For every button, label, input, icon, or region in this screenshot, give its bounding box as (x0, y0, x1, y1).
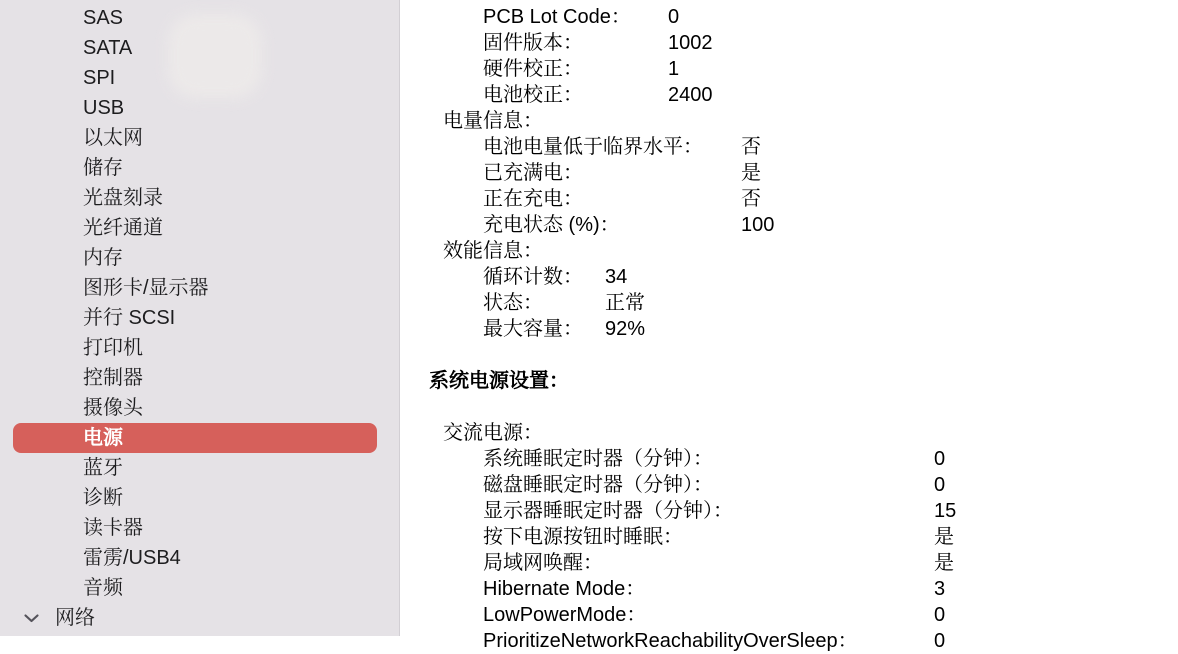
chevron-down-icon[interactable] (24, 614, 39, 623)
report-row (400, 160, 1178, 186)
sidebar-category-list (0, 0, 398, 633)
sidebar-item-disc-burning[interactable] (0, 183, 398, 213)
sidebar-item-label: SAS (83, 7, 124, 29)
report-row (400, 550, 1178, 576)
sidebar-item-label: SPI (83, 67, 116, 89)
report-label: 硬件校正： (483, 58, 583, 80)
report-row (400, 238, 1178, 264)
sidebar-item-label: 网络 (55, 607, 95, 629)
report-row (400, 524, 1178, 550)
blank-line (400, 342, 1178, 368)
sidebar-item-sata[interactable] (0, 33, 398, 63)
report-row (400, 108, 1178, 134)
sidebar-item-label: SATA (83, 37, 133, 59)
report-row (400, 472, 1178, 498)
report-label: 显示器睡眠定时器（分钟）： (483, 500, 733, 522)
report-label: 正在充电： (483, 188, 583, 210)
sidebar-item-camera[interactable] (0, 393, 398, 423)
report-row (400, 264, 1178, 290)
report-label: 磁盘睡眠定时器（分钟）： (483, 474, 713, 496)
report-label: 电池电量低于临界水平： (483, 136, 703, 158)
report-row (400, 420, 1178, 446)
report-label: 效能信息： (443, 240, 543, 262)
report-value: 100 (741, 214, 775, 236)
sidebar-item-diagnostics[interactable] (0, 483, 398, 513)
sidebar-item-thunderbolt-usb4[interactable] (0, 543, 398, 573)
sidebar-item-ethernet[interactable] (0, 123, 398, 153)
report-label: 最大容量： (483, 318, 583, 340)
report-row (400, 30, 1178, 56)
report-row (400, 134, 1178, 160)
report-label: 循环计数： (483, 266, 583, 288)
report-label: 固件版本： (483, 32, 583, 54)
report-label: 局域网唤醒： (483, 552, 603, 574)
report-value: 2400 (668, 84, 713, 106)
report-label: 电池校正： (483, 84, 583, 106)
report-label: 已充满电： (483, 162, 583, 184)
sidebar-item-label: 蓝牙 (83, 457, 123, 479)
report-row (400, 628, 1178, 654)
report-value: 正常 (605, 292, 645, 314)
report-value: 否 (741, 136, 761, 158)
sidebar-item-storage[interactable] (0, 153, 398, 183)
sidebar-item-label: 以太网 (83, 127, 143, 149)
report-value: 是 (934, 526, 954, 548)
report-label: Hibernate Mode： (483, 578, 646, 600)
report-value: 15 (934, 500, 957, 522)
sidebar-item-label: 内存 (83, 247, 123, 269)
sidebar-item-label: 雷雳/USB4 (83, 547, 181, 569)
sidebar-item-usb[interactable] (0, 93, 398, 123)
report-value: 否 (741, 188, 761, 210)
sidebar-item-label: 音频 (83, 577, 123, 599)
report-row (400, 186, 1178, 212)
report-label: 状态： (483, 292, 543, 314)
report-value: 0 (934, 448, 946, 470)
selection-highlight (13, 423, 377, 453)
report-value: 34 (605, 266, 628, 288)
report-value: 是 (934, 552, 954, 574)
report-label: PrioritizeNetworkReachabilityOverSleep： (483, 630, 858, 652)
report-row (400, 290, 1178, 316)
report-value: 92% (605, 318, 646, 340)
sidebar-item-label: 摄像头 (83, 397, 143, 419)
report-row (400, 368, 1178, 394)
report-pane (400, 0, 1178, 652)
report-label: 交流电源： (443, 422, 543, 444)
sidebar (0, 0, 400, 636)
sidebar-item-label: USB (83, 97, 125, 119)
sidebar-item-audio[interactable] (0, 573, 398, 603)
sidebar-item-network[interactable] (0, 603, 398, 633)
sidebar-item-parallel-scsi[interactable] (0, 303, 398, 333)
sidebar-item-bluetooth[interactable] (0, 453, 398, 483)
sidebar-item-memory[interactable] (0, 243, 398, 273)
sidebar-item-label: 光盘刻录 (83, 187, 163, 209)
report-value: 0 (934, 474, 946, 496)
report-label: 系统电源设置： (429, 370, 569, 392)
report-label: LowPowerMode： (483, 604, 647, 626)
sidebar-item-power[interactable] (0, 423, 398, 453)
report-value: 0 (934, 630, 946, 652)
report-label: 电量信息： (443, 110, 543, 132)
report-value: 1002 (668, 32, 713, 54)
sidebar-item-graphics-displays[interactable] (0, 273, 398, 303)
sidebar-item-fibre-channel[interactable] (0, 213, 398, 243)
sidebar-item-controller[interactable] (0, 363, 398, 393)
sidebar-item-label: 并行 SCSI (83, 307, 176, 329)
report-row (400, 446, 1178, 472)
sidebar-item-label: 诊断 (83, 487, 123, 509)
sidebar-item-label: 读卡器 (83, 517, 143, 539)
report-label: 按下电源按钮时睡眠： (483, 526, 683, 548)
sidebar-item-label: 图形卡/显示器 (83, 277, 209, 299)
sidebar-item-label: 电源 (83, 427, 123, 449)
sidebar-item-label: 储存 (83, 157, 123, 179)
report-value: 1 (668, 58, 680, 80)
report-label: 系统睡眠定时器（分钟）： (483, 448, 713, 470)
sidebar-item-printers[interactable] (0, 333, 398, 363)
sidebar-item-card-reader[interactable] (0, 513, 398, 543)
sidebar-item-label: 控制器 (83, 367, 143, 389)
report-label: PCB Lot Code： (483, 6, 631, 28)
report-row (400, 56, 1178, 82)
report-label: 充电状态 (%)： (483, 214, 620, 236)
report-row (400, 212, 1178, 238)
blank-line (400, 394, 1178, 420)
report-row (400, 602, 1178, 628)
report-row (400, 498, 1178, 524)
report-row (400, 82, 1178, 108)
sidebar-item-sas[interactable] (0, 3, 398, 33)
report-row (400, 4, 1178, 30)
sidebar-item-spi[interactable] (0, 63, 398, 93)
sidebar-item-label: 打印机 (83, 337, 143, 359)
report-row (400, 576, 1178, 602)
report-value: 0 (934, 604, 946, 626)
report-row (400, 316, 1178, 342)
report-value: 是 (741, 162, 761, 184)
report-value: 0 (668, 6, 680, 28)
report-value: 3 (934, 578, 946, 600)
sidebar-item-label: 光纤通道 (83, 217, 163, 239)
